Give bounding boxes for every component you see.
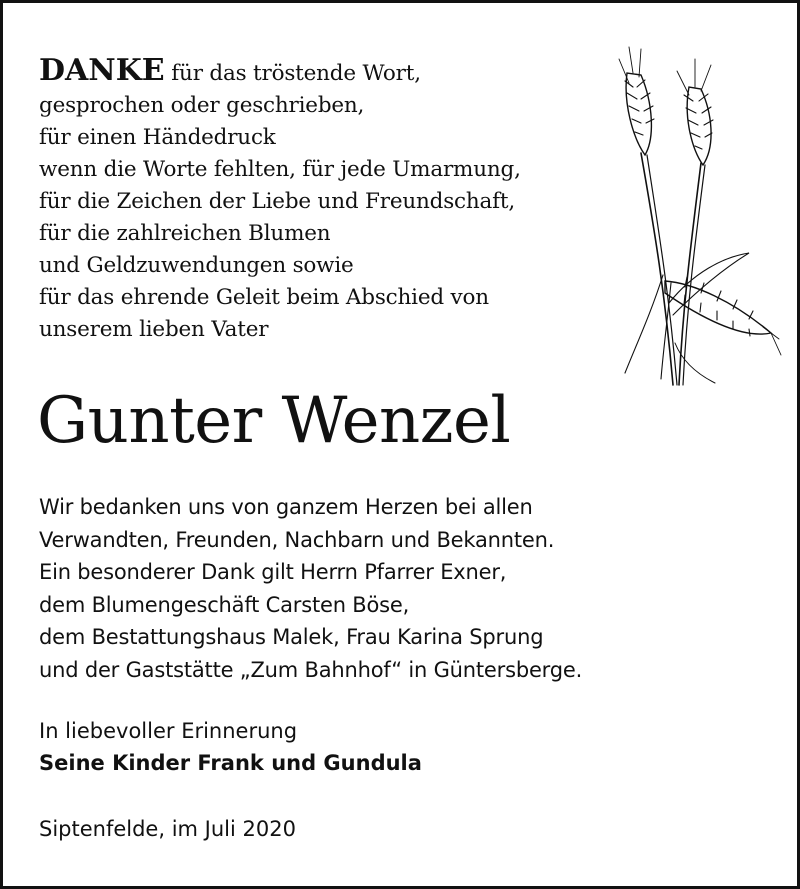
- verse-line: wenn die Worte fehlten, für jede Umarmung,: [39, 157, 521, 182]
- signers: Seine Kinder Frank und Gundula: [39, 751, 422, 775]
- verse-line: für das tröstende Wort,: [171, 61, 421, 86]
- wheat-ears-icon: [603, 43, 783, 393]
- verse-line: und Geldzuwendungen sowie: [39, 253, 354, 278]
- acknowledgement-line: Wir bedanken uns von ganzem Herzen bei allen: [39, 495, 533, 519]
- verse-line: für die Zeichen der Liebe und Freundschaft,: [39, 189, 515, 214]
- verse-line: für die zahlreichen Blumen: [39, 221, 331, 246]
- verse-line: gesprochen oder geschrieben,: [39, 93, 365, 118]
- acknowledgement-line: Verwandten, Freunden, Nachbarn und Bekannten.: [39, 527, 555, 552]
- verse-line: für das ehrende Geleit beim Abschied von: [39, 285, 489, 310]
- memory-phrase: In liebevoller Erinnerung: [39, 719, 298, 743]
- place-and-date: Siptenfelde, im Juli 2020: [39, 817, 296, 841]
- acknowledgements: [39, 491, 582, 686]
- danke-heading: DANKE: [39, 53, 165, 88]
- verse-line: für einen Händedruck: [39, 125, 276, 150]
- acknowledgement-line: dem Blumengeschäft Carsten Böse,: [39, 592, 410, 617]
- deceased-name: Gunter Wenzel: [37, 384, 511, 458]
- verse-first-line: [39, 55, 521, 90]
- thank-you-verse: [39, 55, 521, 346]
- acknowledgement-line: Ein besonderer Dank gilt Herrn Pfarrer Exner,: [39, 560, 507, 584]
- acknowledgement-line: dem Bestattungshaus Malek, Frau Karina Sprung: [39, 625, 544, 649]
- acknowledgement-line: und der Gaststätte „Zum Bahnhof“ in Güntersberge.: [39, 657, 583, 682]
- verse-line: unserem lieben Vater: [39, 317, 269, 342]
- memorial-signature: [39, 715, 422, 779]
